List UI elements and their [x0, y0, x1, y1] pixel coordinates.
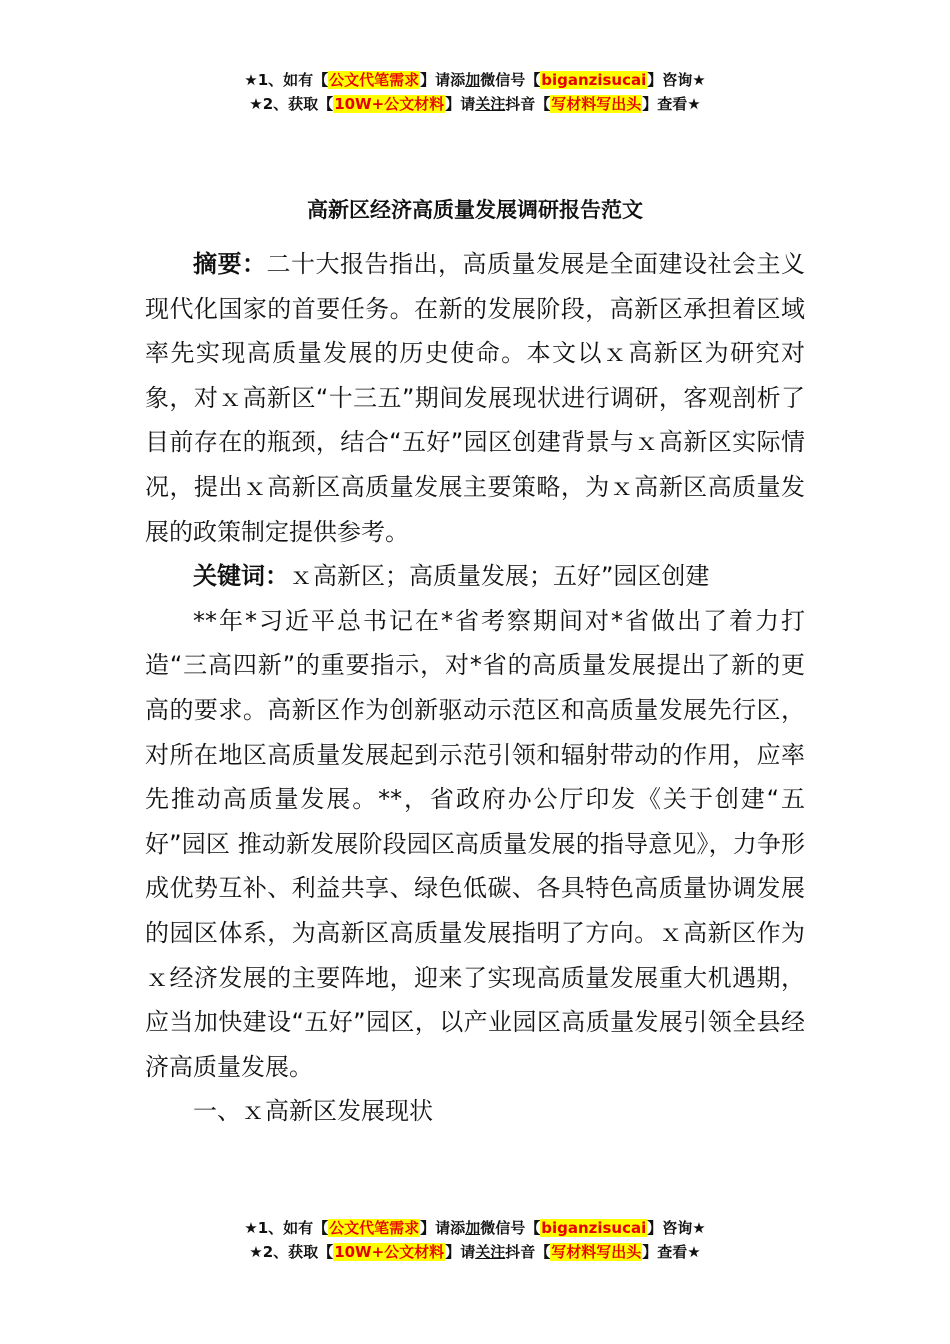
- banner-text: 微信号【: [480, 1219, 541, 1237]
- bottom-banner: [0, 1216, 950, 1264]
- abstract-text: 二十大报告指出，高质量发展是全面建设社会主义现代化国家的首要任务。在新的发展阶段，高新区承担着区域率先实现高质量发展的历史使命。本文以ｘ高新区为研究对象，对ｘ高新区“十三五”期间发展现状进行调研，客观剖析了目前存在的瓶颈，结合“五好”园区创建背景与ｘ高新区实际情况，提出ｘ高新区高质量发展主要策略，为ｘ高新区高质量发展的政策制定提供参考。: [145, 250, 805, 546]
- banner-underline-text: 加: [465, 71, 481, 89]
- banner-text: 】请添: [420, 71, 466, 89]
- banner-text: 抖音【: [505, 1243, 551, 1261]
- document-body: [145, 242, 805, 1134]
- banner-line-1: [0, 1216, 950, 1240]
- banner-highlight: 10W+公文材料: [334, 1243, 445, 1261]
- banner-line-1: [0, 68, 950, 92]
- banner-highlight: biganzisucai: [541, 1219, 647, 1237]
- banner-text: 】查看★: [642, 1243, 701, 1261]
- banner-underline-text: 加: [465, 1219, 481, 1237]
- abstract-label: 摘要：: [193, 250, 267, 278]
- banner-highlight: 写材料写出头: [551, 95, 642, 113]
- top-banner: [0, 68, 950, 116]
- banner-text: 】请添: [420, 1219, 466, 1237]
- banner-text: 微信号【: [480, 71, 541, 89]
- banner-underline-text: 关注: [475, 1243, 506, 1261]
- document-title: 高新区经济高质量发展调研报告范文: [307, 198, 643, 222]
- banner-highlight: biganzisucai: [541, 71, 647, 89]
- banner-line-2: [0, 1240, 950, 1264]
- banner-text: 】请: [445, 95, 476, 113]
- keywords-text: ｘ高新区；高质量发展；五好”园区创建: [289, 562, 710, 591]
- keywords-paragraph: [145, 554, 805, 599]
- banner-text: ★1、如有【: [244, 71, 329, 89]
- banner-line-2: [0, 92, 950, 116]
- banner-underline-text: 关注: [475, 95, 506, 113]
- banner-text: ★1、如有【: [244, 1219, 329, 1237]
- banner-highlight: 公文代笔需求: [329, 1219, 420, 1237]
- banner-text: ★2、获取【: [249, 95, 334, 113]
- section-heading: 一、ｘ高新区发展现状: [193, 1097, 433, 1126]
- abstract-paragraph: [145, 242, 805, 554]
- banner-text: 】查看★: [642, 95, 701, 113]
- banner-highlight: 公文代笔需求: [329, 71, 420, 89]
- banner-text: ★2、获取【: [249, 1243, 334, 1261]
- banner-text: 】请: [445, 1243, 476, 1261]
- intro-paragraph: **年*习近平总书记在*省考察期间对*省做出了着力打造“三高四新”的重要指示，对*省的高质量发展提出了新的更高的要求。高新区作为创新驱动示范区和高质量发展先行区，对所在地区高质量发展起到示范引领和辐射带动的作用，应率先推动高质量发展。**，省政府办公厅印发《关于创建“五好”园区 推动新发展阶段园区高质量发展的指导意见》，力争形成优势互补、利益共享、绿色低碳、各具特色高质量协调发展的园区体系，为高新区高质量发展指明了方向。ｘ高新区作为ｘ经济发展的主要阵地，迎来了实现高质量发展重大机遇期，应当加快建设“五好”园区，以产业园区高质量发展引领全县经济高质量发展。: [145, 606, 805, 1081]
- banner-text: 抖音【: [505, 95, 551, 113]
- banner-highlight: 10W+公文材料: [334, 95, 445, 113]
- banner-text: 】咨询★: [647, 1219, 706, 1237]
- banner-highlight: 写材料写出头: [551, 1243, 642, 1261]
- banner-text: 】咨询★: [647, 71, 706, 89]
- keywords-label: 关键词：: [193, 562, 289, 591]
